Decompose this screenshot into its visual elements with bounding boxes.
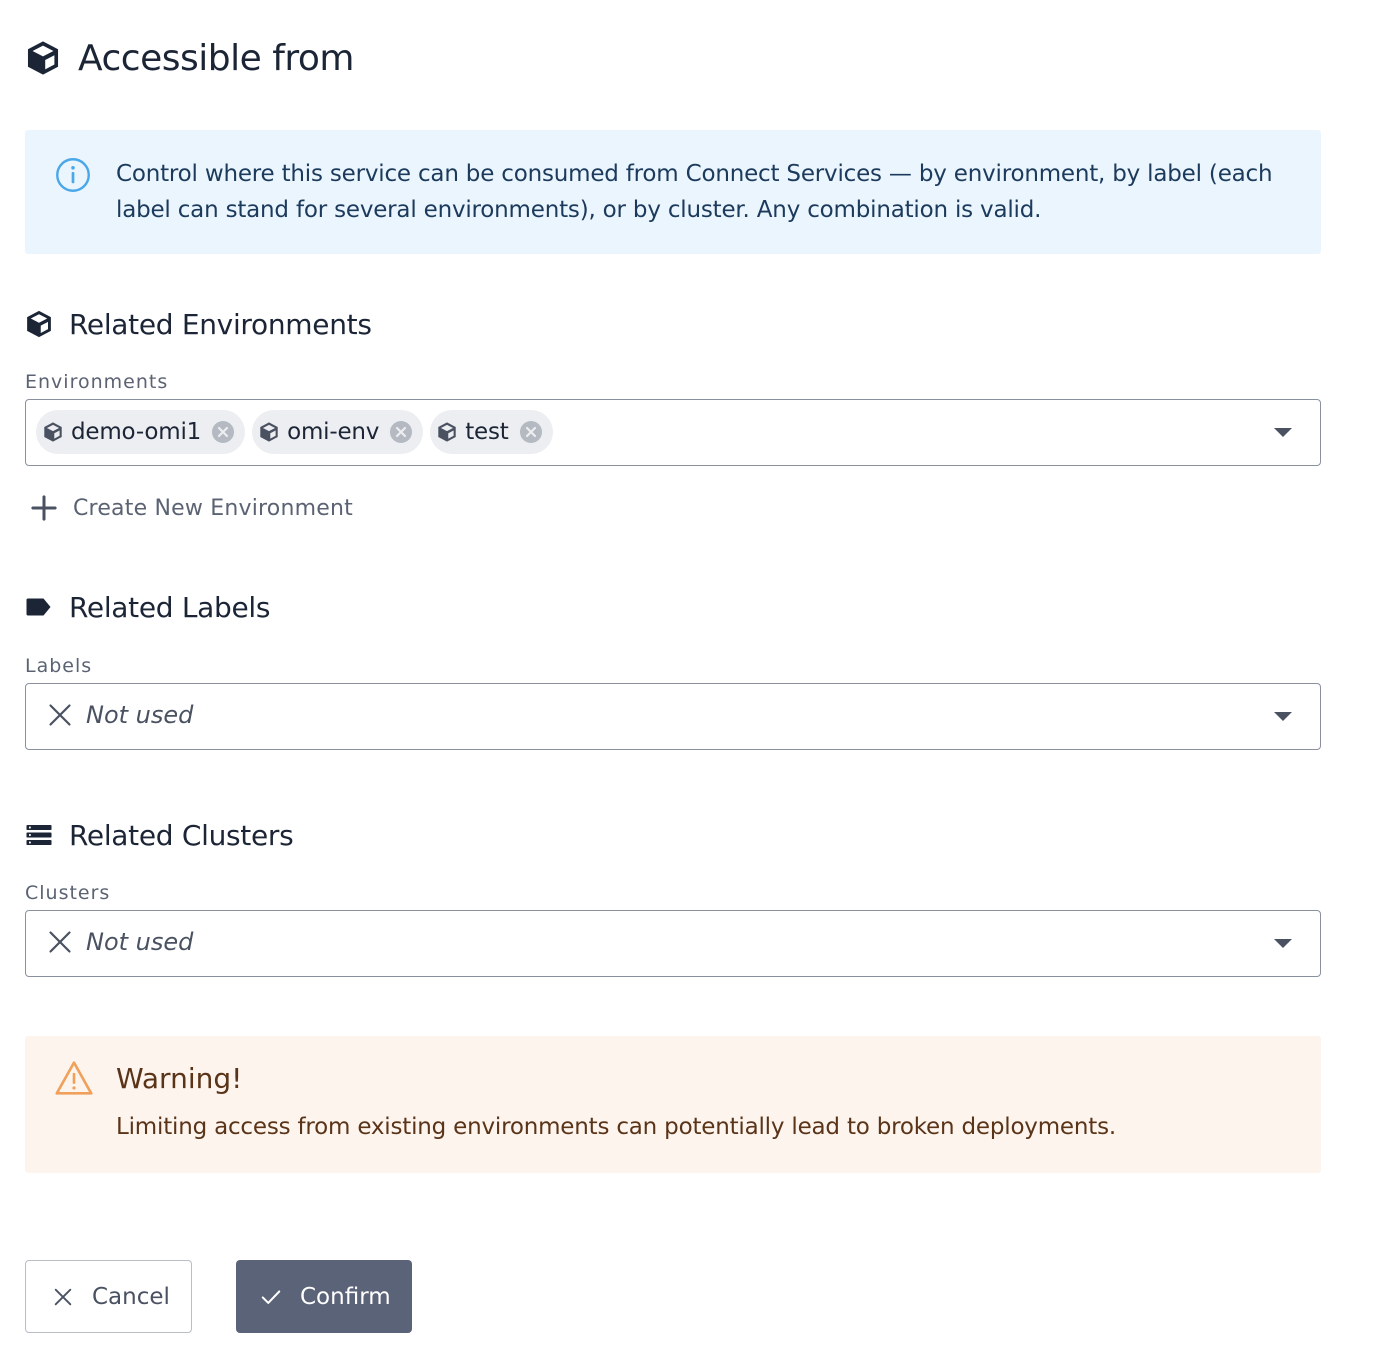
cancel-button[interactable] <box>25 1260 192 1333</box>
plus-icon <box>30 494 58 522</box>
environment-chip <box>430 410 552 454</box>
info-alert <box>25 130 1321 254</box>
chip-label: omi-env <box>287 419 380 445</box>
chevron-down-icon[interactable] <box>1274 712 1292 721</box>
close-icon <box>48 703 72 727</box>
tag-icon <box>26 597 52 617</box>
close-icon <box>52 1286 74 1308</box>
remove-chip-icon[interactable] <box>519 420 543 444</box>
page-title: Accessible from <box>78 37 354 79</box>
close-icon <box>48 930 72 954</box>
environment-chips <box>36 410 560 454</box>
labels-select[interactable] <box>25 683 1321 750</box>
cube-icon <box>42 421 64 443</box>
warning-alert <box>25 1036 1321 1173</box>
clusters-value: Not used <box>86 928 194 956</box>
cube-icon <box>24 39 62 77</box>
remove-chip-icon[interactable] <box>389 420 413 444</box>
cancel-label: Cancel <box>92 1283 170 1310</box>
info-text: Control where this service can be consumed from Connect Services — by environment, by label (each label can stand for several environments), or by cluster. Any combination is valid. <box>116 161 1273 223</box>
page-header <box>24 36 354 80</box>
cube-icon <box>436 421 458 443</box>
environment-chip <box>252 410 423 454</box>
chevron-down-icon[interactable] <box>1274 428 1292 437</box>
section-title: Related Labels <box>69 590 271 624</box>
warning-triangle-icon <box>55 1060 93 1096</box>
section-title: Related Clusters <box>69 818 294 852</box>
labels-value: Not used <box>86 701 194 729</box>
environments-field-label: Environments <box>25 371 169 393</box>
cube-icon <box>258 421 280 443</box>
labels-section-header <box>24 587 270 627</box>
confirm-label: Confirm <box>300 1283 391 1310</box>
clusters-select[interactable] <box>25 910 1321 977</box>
clusters-field-label: Clusters <box>25 882 111 904</box>
server-list-icon <box>26 824 52 846</box>
environments-select[interactable] <box>25 399 1321 466</box>
chip-label: test <box>465 419 509 445</box>
info-icon <box>55 157 91 193</box>
environments-section-header <box>24 304 372 344</box>
warning-text: Limiting access from existing environments can potentially lead to broken deployments. <box>116 1114 1116 1140</box>
confirm-button[interactable] <box>236 1260 412 1333</box>
create-link-label: Create New Environment <box>73 495 353 521</box>
chip-label: demo-omi1 <box>71 419 202 445</box>
check-icon <box>260 1286 282 1308</box>
section-title: Related Environments <box>69 307 372 341</box>
warning-title: Warning! <box>116 1062 243 1095</box>
chevron-down-icon[interactable] <box>1274 939 1292 948</box>
remove-chip-icon[interactable] <box>211 420 235 444</box>
environment-chip <box>36 410 245 454</box>
cube-icon <box>24 309 54 339</box>
clusters-section-header <box>24 815 293 855</box>
labels-field-label: Labels <box>25 655 93 677</box>
create-new-environment-link[interactable] <box>30 494 353 522</box>
